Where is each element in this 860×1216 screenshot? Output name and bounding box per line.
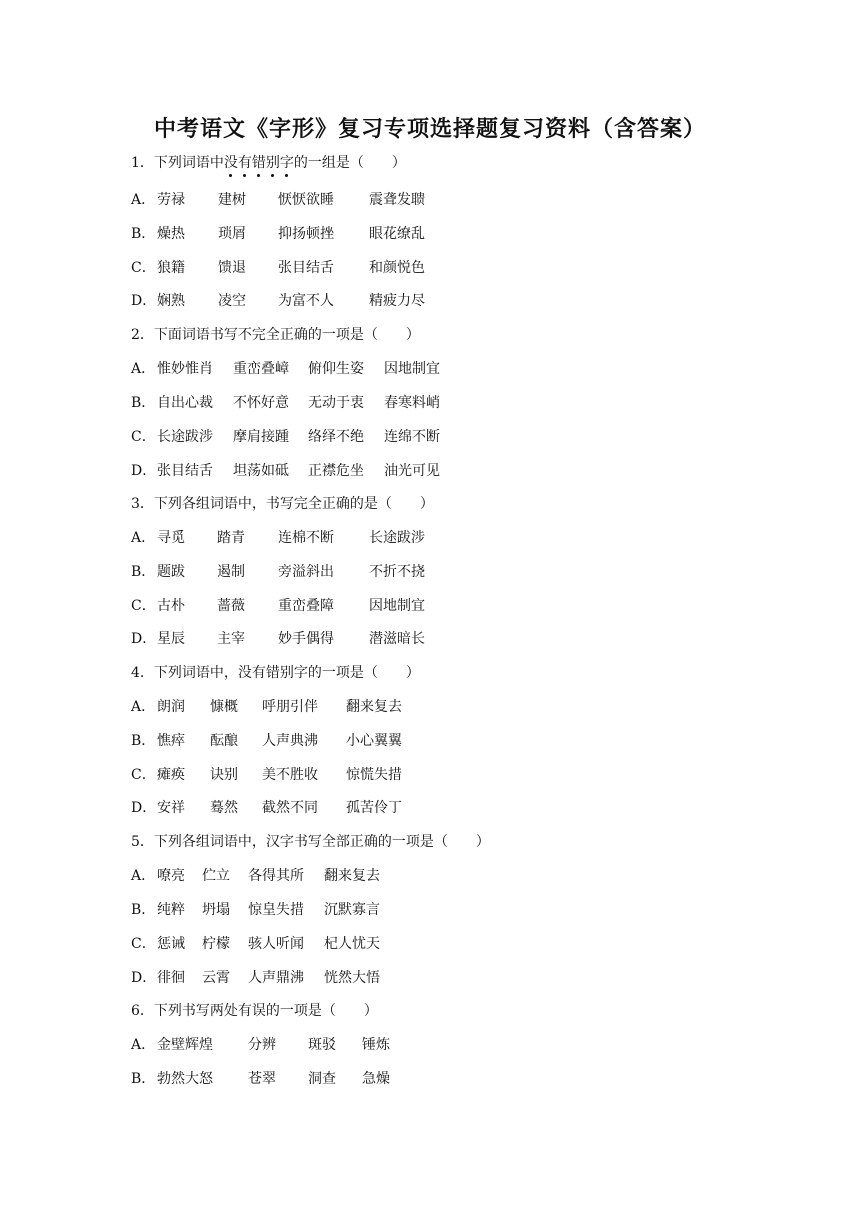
option-item: 长途跋涉: [157, 429, 213, 445]
option-item: 为富不人: [278, 293, 334, 309]
option-item: 古朴: [157, 598, 185, 614]
option-item: 惊皇失措: [248, 902, 304, 918]
option-4b: [131, 731, 402, 751]
option-item: 妙手偶得: [278, 631, 334, 647]
option-letter: C．: [131, 936, 156, 952]
option-item: 纯粹: [157, 902, 185, 918]
option-item: 杞人忧天: [324, 936, 380, 952]
option-letter: A．: [131, 699, 156, 715]
option-letter: D．: [131, 463, 157, 479]
option-item: 娴熟: [157, 293, 185, 309]
option-2d: [131, 461, 440, 481]
option-letter: C．: [131, 429, 156, 445]
option-3d: [131, 629, 425, 649]
option-letter: A．: [131, 192, 156, 208]
option-item: 人声鼎沸: [248, 970, 304, 986]
option-5b: [131, 900, 380, 920]
option-item: 坍塌: [202, 902, 230, 918]
option-6b: [131, 1069, 390, 1089]
option-2c: [131, 427, 440, 447]
option-1d: [131, 291, 425, 311]
option-item: 琐屑: [218, 226, 246, 242]
option-letter: B．: [131, 902, 156, 918]
option-6a: [131, 1035, 390, 1055]
option-item: 寻觅: [157, 530, 185, 546]
option-item: 潜滋暗长: [369, 631, 425, 647]
question-6: 6．下列书写两处有误的一项是（ ）: [131, 1003, 378, 1019]
option-1c: [131, 258, 425, 278]
emphasized-char: 有: [237, 155, 252, 171]
option-item: 柠檬: [202, 936, 230, 952]
option-item: 瘫痪: [157, 767, 185, 783]
option-item: 诀别: [210, 767, 238, 783]
option-item: 重峦叠嶂: [233, 361, 289, 377]
option-letter: D．: [131, 631, 157, 647]
option-item: 凌空: [218, 293, 246, 309]
option-item: 精疲力尽: [369, 293, 425, 309]
option-item: 徘徊: [157, 970, 185, 986]
option-item: 正襟危坐: [308, 463, 364, 479]
option-item: 孤苦伶丁: [346, 800, 402, 816]
option-3b: [131, 562, 425, 582]
option-item: 截然不同: [262, 800, 318, 816]
option-item: 惟妙惟肖: [157, 361, 213, 377]
option-item: 自出心裁: [157, 395, 213, 411]
option-item: 分辨: [248, 1037, 276, 1053]
emphasized-char: 别: [265, 155, 280, 171]
emphasized-char: 没: [223, 155, 238, 171]
option-item: 恍然大悟: [324, 970, 380, 986]
option-item: 旁溢斜出: [278, 564, 334, 580]
option-item: 抑扬顿挫: [278, 226, 334, 242]
option-letter: A．: [131, 1037, 156, 1053]
question-5: 5．下列各组词语中，汉字书写全部正确的一项是（ ）: [131, 834, 490, 850]
option-item: 建树: [218, 192, 246, 208]
option-1a: [131, 190, 425, 210]
option-item: 摩肩接踵: [233, 429, 289, 445]
option-item: 主宰: [217, 631, 245, 647]
option-item: 翻来复去: [346, 699, 402, 715]
option-item: 连绵不断: [384, 429, 440, 445]
option-5c: [131, 934, 380, 954]
emphasized-char: 字: [279, 155, 294, 171]
option-item: 油光可见: [384, 463, 440, 479]
option-item: 连棉不断: [278, 530, 334, 546]
option-item: 重峦叠障: [278, 598, 334, 614]
option-item: 翻来复去: [324, 868, 380, 884]
option-5a: [131, 866, 380, 886]
option-1b: [131, 224, 425, 244]
option-letter: B．: [131, 226, 156, 242]
option-letter: D．: [131, 970, 157, 986]
option-item: 蔷薇: [217, 598, 245, 614]
option-3a: [131, 528, 425, 548]
question-1: [131, 153, 406, 173]
question-3: 3．下列各组词语中，书写完全正确的是（ ）: [131, 496, 434, 512]
option-4a: [131, 697, 402, 717]
option-item: 呼朋引伴: [262, 699, 318, 715]
document-title: 中考语文《字形》复习专项选择题复习资料（含答案）: [153, 116, 706, 142]
option-4c: [131, 765, 402, 785]
option-item: 云霄: [202, 970, 230, 986]
question-2: 2．下面词语书写不完全正确的一项是（ ）: [131, 327, 420, 343]
option-item: 惊慌失措: [346, 767, 402, 783]
option-letter: B．: [131, 564, 156, 580]
option-item: 朗润: [157, 699, 185, 715]
option-4d: [131, 798, 402, 818]
option-item: 因地制宜: [369, 598, 425, 614]
option-letter: A．: [131, 868, 156, 884]
option-2b: [131, 393, 440, 413]
option-item: 急燥: [362, 1071, 390, 1087]
option-item: 劳禄: [157, 192, 185, 208]
option-item: 长途跋涉: [369, 530, 425, 546]
option-item: 各得其所: [248, 868, 304, 884]
option-item: 馈退: [218, 260, 246, 276]
option-item: 春寒料峭: [384, 395, 440, 411]
option-item: 不怀好意: [233, 395, 289, 411]
option-item: 蓦然: [210, 800, 238, 816]
option-item: 张目结舌: [157, 463, 213, 479]
option-item: 洞查: [308, 1071, 336, 1087]
option-item: 无动于衷: [308, 395, 364, 411]
option-item: 沉默寡言: [324, 902, 380, 918]
question-suffix: 的一组是（ ）: [293, 155, 406, 171]
option-item: 斑驳: [308, 1037, 336, 1053]
option-item: 苍翠: [248, 1071, 276, 1087]
option-item: 锤炼: [362, 1037, 390, 1053]
option-item: 震聋发聩: [369, 192, 425, 208]
option-letter: A．: [131, 530, 156, 546]
option-letter: B．: [131, 1071, 156, 1087]
option-letter: C．: [131, 767, 156, 783]
emphasized-char: 错: [251, 155, 266, 171]
option-item: 不折不挠: [369, 564, 425, 580]
question-4: 4．下列词语中，没有错别字的一项是（ ）: [131, 665, 420, 681]
option-item: 燥热: [157, 226, 185, 242]
option-letter: D．: [131, 293, 157, 309]
option-item: 金壁辉煌: [157, 1037, 213, 1053]
option-item: 和颜悦色: [369, 260, 425, 276]
question-prefix: 1．下列词语中: [131, 155, 224, 171]
option-letter: C．: [131, 598, 156, 614]
option-item: 狼籍: [157, 260, 185, 276]
option-item: 星辰: [157, 631, 185, 647]
option-item: 憔瘁: [157, 733, 185, 749]
option-letter: B．: [131, 395, 156, 411]
option-item: 小心翼翼: [346, 733, 402, 749]
option-2a: [131, 359, 440, 379]
option-letter: A．: [131, 361, 156, 377]
option-item: 惩诫: [157, 936, 185, 952]
option-item: 踏青: [217, 530, 245, 546]
option-3c: [131, 596, 425, 616]
option-letter: C．: [131, 260, 156, 276]
option-letter: B．: [131, 733, 156, 749]
option-item: 恹恹欲睡: [278, 192, 334, 208]
option-item: 题跋: [157, 564, 185, 580]
option-item: 勃然大怒: [157, 1071, 213, 1087]
option-item: 眼花缭乱: [369, 226, 425, 242]
option-item: 张目结舌: [278, 260, 334, 276]
option-item: 嘹亮: [157, 868, 185, 884]
option-5d: [131, 968, 380, 988]
option-item: 人声典沸: [262, 733, 318, 749]
option-item: 安祥: [157, 800, 185, 816]
option-item: 坦荡如砥: [233, 463, 289, 479]
option-item: 络绎不绝: [308, 429, 364, 445]
option-item: 俯仰生姿: [308, 361, 364, 377]
option-item: 美不胜收: [262, 767, 318, 783]
option-item: 遏制: [217, 564, 245, 580]
option-item: 因地制宜: [384, 361, 440, 377]
option-letter: D．: [131, 800, 157, 816]
option-item: 酝酿: [210, 733, 238, 749]
option-item: 慷概: [210, 699, 238, 715]
option-item: 骇人听闻: [248, 936, 304, 952]
option-item: 伫立: [202, 868, 230, 884]
